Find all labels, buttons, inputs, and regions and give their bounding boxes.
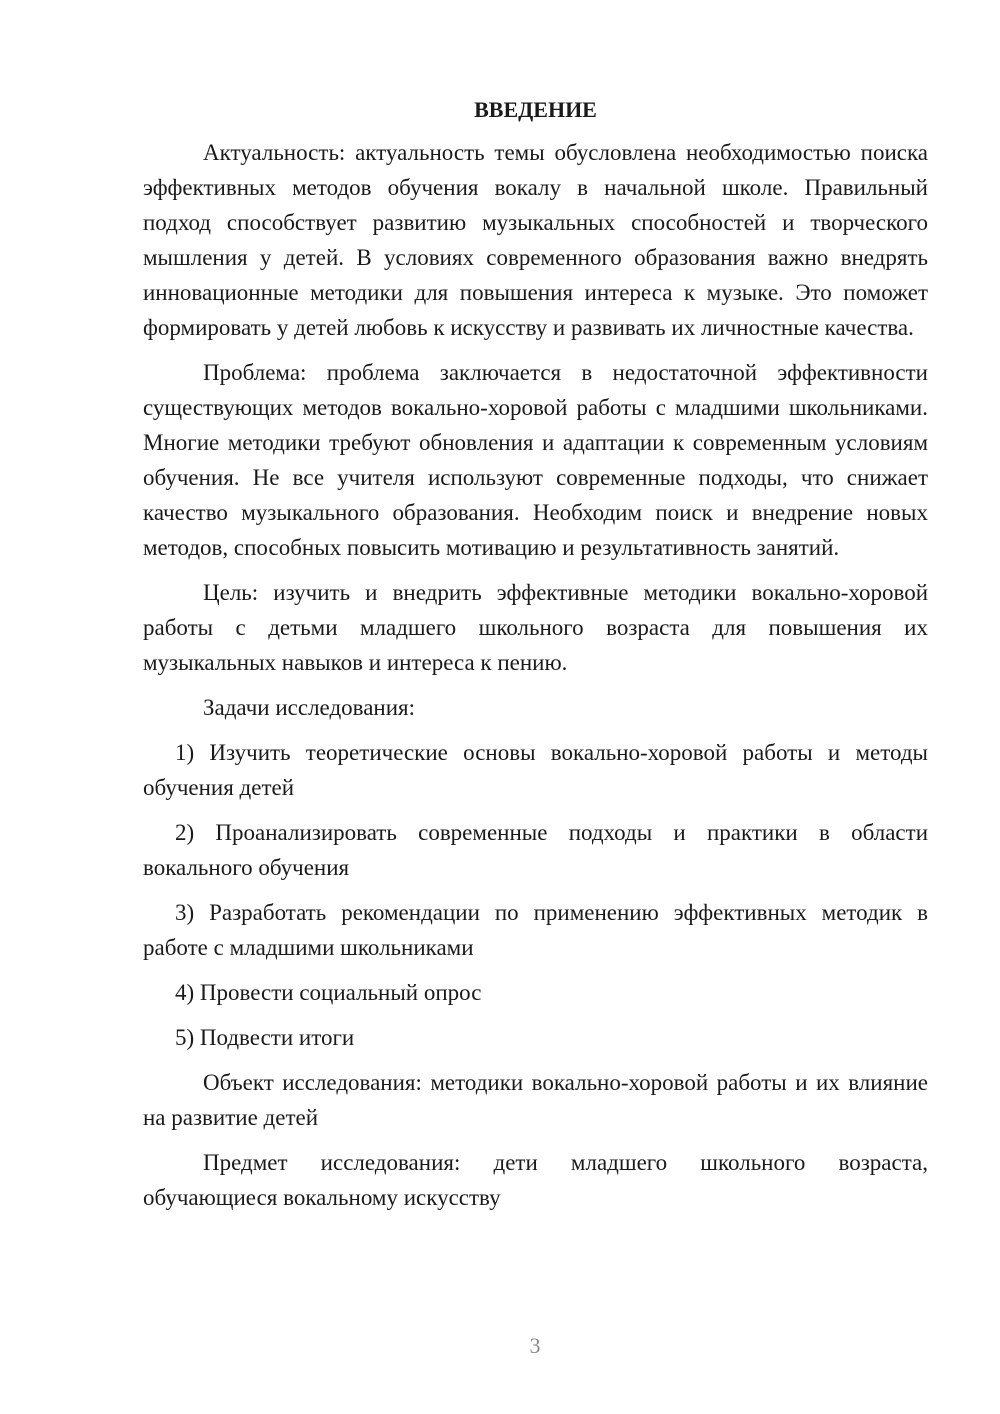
relevance-paragraph: Актуальность: актуальность темы обусловлена необходимостью поиска эффективных методов обучения вокалу в начальной школе. Правильный подход способствует развитию музыкальных способностей и творческого мышления у детей. В условиях современного образования важно внедрять инновационные методики для повышения интереса к музыке. Это поможет формировать у детей любовь к искусству и развивать их личностные качества. <box>143 140 928 340</box>
list-item: 5) Подвести итоги <box>175 1025 355 1050</box>
list-item: 2) Проанализировать современные подходы и практики в области вокального обучения <box>143 820 928 880</box>
page-number: 3 <box>529 1333 541 1358</box>
tasks-heading: Задачи исследования: <box>203 695 416 720</box>
tasks-list <box>143 735 928 1055</box>
section-title: ВВЕДЕНИЕ <box>474 97 597 122</box>
list-item: 4) Провести социальный опрос <box>175 980 482 1005</box>
problem-paragraph: Проблема: проблема заключается в недостаточной эффективности существующих методов вокально-хоровой работы с младшими школьниками. Многие методики требуют обновления и адаптации к современным условиям обучения. Не все учителя используют современные подходы, что снижает качество музыкального образования. Необходим поиск и внедрение новых методов, способных повысить мотивацию и результативность занятий. <box>143 360 928 560</box>
list-item: 1) Изучить теоретические основы вокально-хоровой работы и методы обучения детей <box>143 740 928 800</box>
object-paragraph: Объект исследования: методики вокально-хоровой работы и их влияние на развитие детей <box>143 1070 928 1130</box>
document-page <box>143 92 928 1225</box>
goal-paragraph: Цель: изучить и внедрить эффективные методики вокально-хоровой работы с детьми младшего школьного возраста для повышения их музыкальных навыков и интереса к пению. <box>143 580 928 675</box>
list-item: 3) Разработать рекомендации по применению эффективных методик в работе с младшими школьниками <box>143 900 928 960</box>
subject-paragraph: Предмет исследования: дети младшего школьного возраста, обучающиеся вокальному искусству <box>143 1150 928 1210</box>
